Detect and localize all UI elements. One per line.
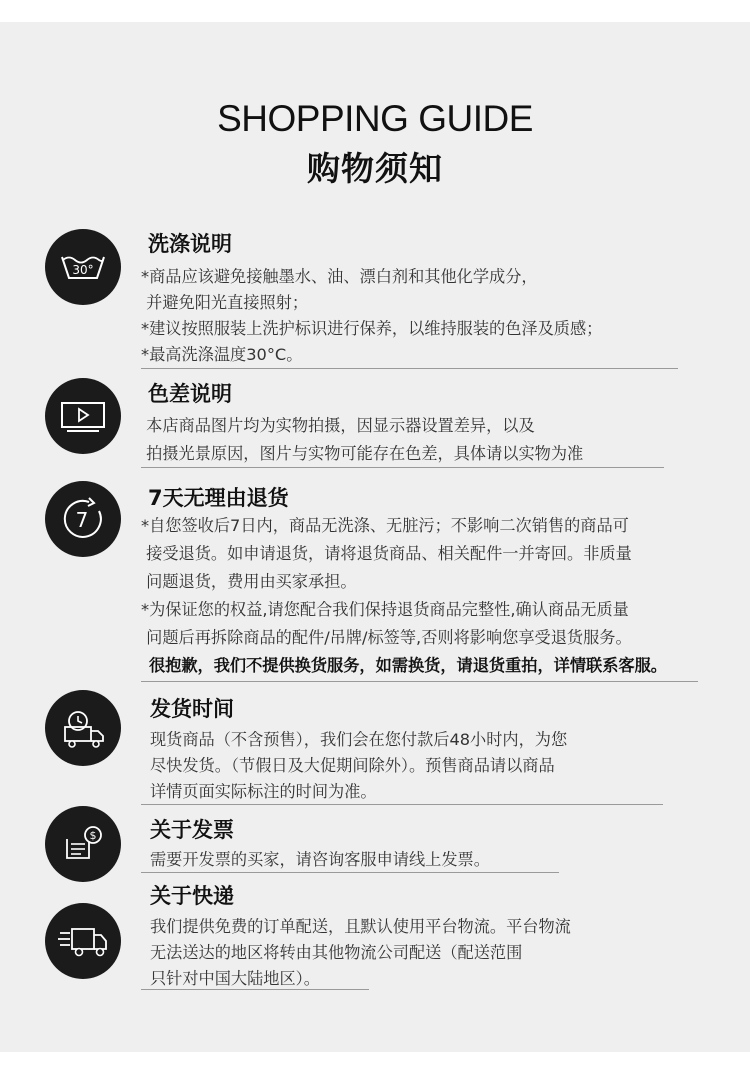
section-line: *建议按照服装上洗护标识进行保养，以维持服装的色泽及质感； (141, 319, 603, 338)
svg-text:7: 7 (75, 508, 89, 532)
section-line: 问题后再拆除商品的配件/吊牌/标签等,否则将影响您享受退货服务。 (141, 628, 632, 647)
svg-text:30°: 30° (72, 263, 94, 277)
section-divider (141, 368, 678, 369)
section-line: 需要开发票的买家，请咨询客服申请线上发票。 (150, 850, 490, 869)
section-divider (141, 804, 663, 805)
section-title-washing: 洗涤说明 (148, 232, 232, 256)
invoice-icon (45, 806, 121, 882)
section-line: 接受退货。如申请退货，请将退货商品、相关配件一并寄回。非质量 (141, 544, 632, 563)
section-line: 尽快发货。（节假日及大促期间除外）。预售商品请以商品 (150, 756, 555, 775)
section-line: 我们提供免费的订单配送，且默认使用平台物流。平台物流 (150, 917, 571, 936)
section-line: 无法送达的地区将转由其他物流公司配送（配送范围 (150, 943, 523, 962)
section-line-no-exchange: 很抱歉，我们不提供换货服务，如需换货，请退货重拍，详情联系客服。 (149, 656, 667, 675)
delivery-truck-icon (45, 903, 121, 979)
section-line: *最高洗涤温度30°C。 (141, 345, 303, 364)
section-line: 问题退货，费用由买家承担。 (141, 572, 357, 591)
section-line: *自您签收后7日内，商品无洗涤、无脏污；不影响二次销售的商品可 (141, 516, 629, 535)
section-title-shipping: 发货时间 (150, 697, 234, 721)
section-divider (141, 989, 369, 990)
section-line: 只针对中国大陆地区）。 (150, 969, 320, 988)
svg-text:$: $ (89, 829, 97, 842)
section-line: 详情页面实际标注的时间为准。 (150, 782, 377, 801)
section-title-color: 色差说明 (148, 382, 232, 406)
section-line: 现货商品（不含预售），我们会在您付款后48小时内，为您 (150, 730, 568, 749)
section-title-return: 7天无理由退货 (148, 486, 289, 510)
page-title-cn: 购物须知 (307, 149, 443, 188)
section-divider (141, 681, 698, 682)
section-divider (141, 872, 559, 873)
section-line: *商品应该避免接触墨水、油、漂白剂和其他化学成分， (141, 267, 538, 286)
section-divider (141, 467, 664, 468)
section-title-courier: 关于快递 (150, 884, 234, 908)
section-title-invoice: 关于发票 (150, 818, 234, 842)
section-line: 并避免阳光直接照射； (141, 293, 309, 312)
shipping-time-icon (45, 690, 121, 766)
wash-30-icon (45, 229, 121, 305)
section-line: 拍摄光景原因，图片与实物可能存在色差，具体请以实物为准 (141, 444, 584, 463)
section-line: *为保证您的权益,请您配合我们保持退货商品完整性,确认商品无质量 (141, 600, 629, 619)
return-7-days-icon (45, 481, 121, 557)
tv-play-icon (45, 378, 121, 454)
page-title-en: SHOPPING GUIDE (217, 98, 533, 139)
section-line: 本店商品图片均为实物拍摄，因显示器设置差异，以及 (141, 416, 535, 435)
